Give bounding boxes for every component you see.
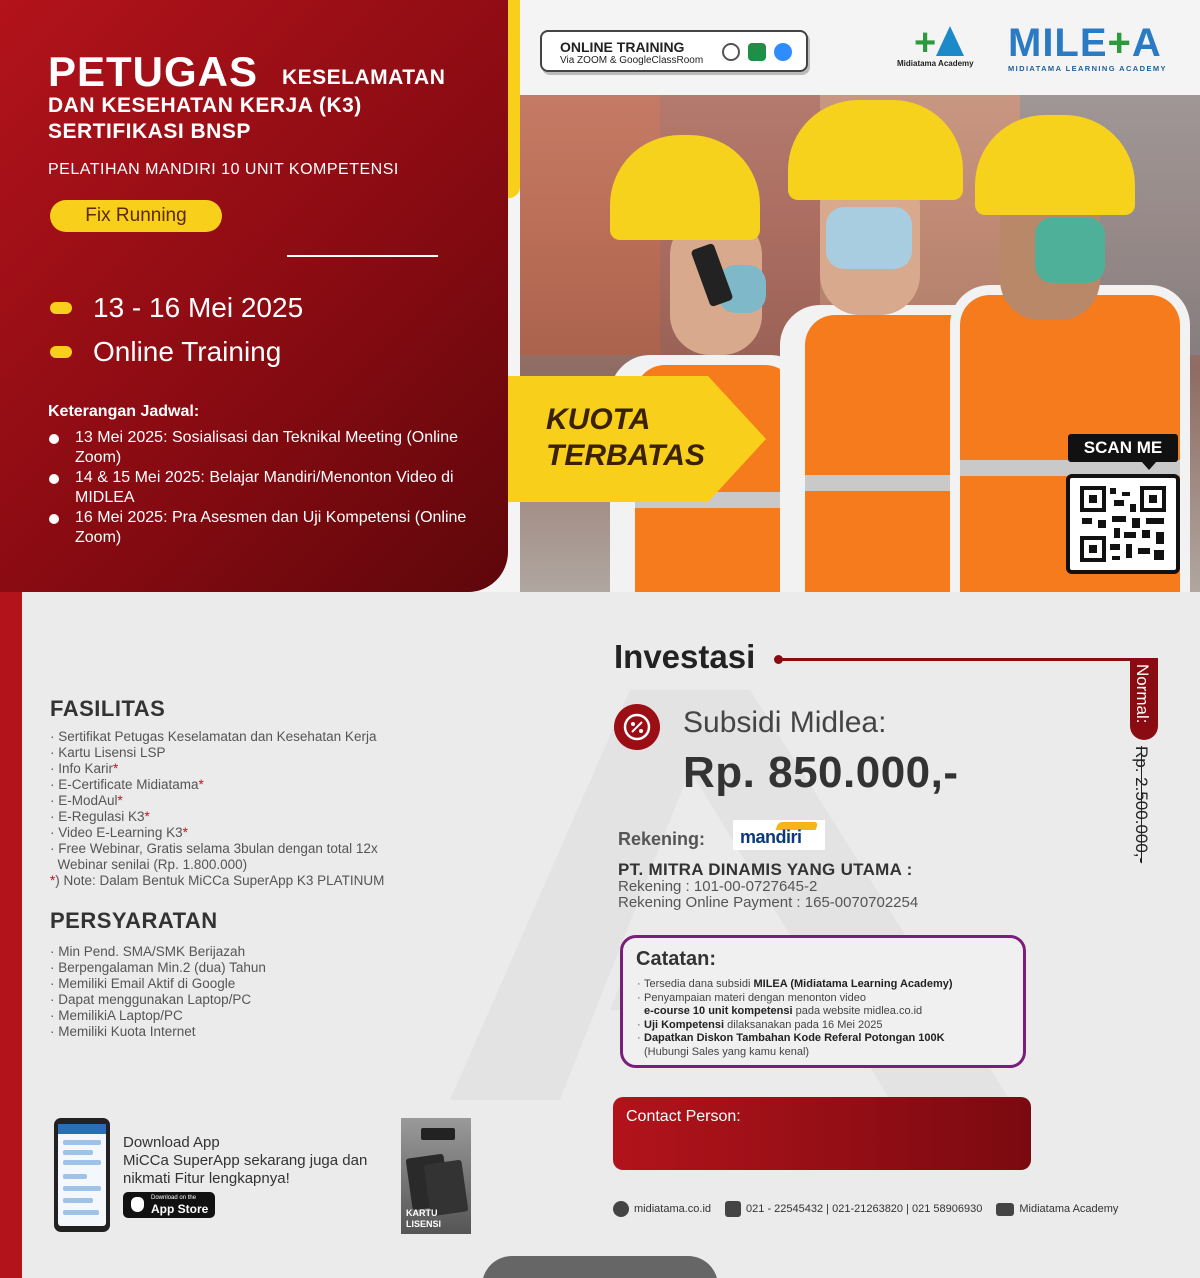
fasilitas-item: · E-Regulasi K3* (50, 809, 150, 824)
youtube-channel[interactable]: Midiatama Academy (1019, 1203, 1119, 1215)
online-badge-title: ONLINE TRAINING (560, 39, 685, 55)
catatan-title: Catatan: (636, 948, 717, 970)
fasilitas-item: Webinar senilai (Rp. 1.800.000) (57, 857, 248, 872)
title-line-2: DAN KESEHATAN KERJA (K3) (48, 94, 362, 117)
apple-icon (131, 1197, 144, 1212)
persyaratan-item: · Berpengalaman Min.2 (dua) Tahun (50, 960, 266, 975)
midiatama-academy-logo (894, 22, 994, 72)
download-title: Download App (123, 1134, 220, 1151)
phone-mockup (54, 1118, 110, 1232)
face-mask (826, 207, 912, 269)
milea-logo-text-end: A (1131, 21, 1162, 65)
app-store-small-text: Download on the (151, 1195, 197, 1201)
scan-arrow-icon (1141, 461, 1157, 470)
persyaratan-item: · Memiliki Email Aktif di Google (50, 976, 236, 991)
discount-tag-icon (614, 704, 660, 750)
fasilitas-item: · E-Certificate Midiatama* (50, 777, 204, 792)
app-store-button[interactable] (123, 1192, 215, 1218)
fasilitas-title: FASILITAS (50, 696, 166, 721)
title-panel (0, 0, 508, 592)
phone-icon (725, 1201, 741, 1217)
rekening-number: Rekening : 101-00-0727645-2 (618, 878, 818, 895)
fasilitas-item: · Kartu Lisensi LSP (50, 745, 166, 760)
milea-logo-text: MILE (1008, 21, 1108, 65)
persyaratan-list (50, 944, 266, 1040)
qr-code[interactable] (1066, 474, 1180, 574)
mode-row (50, 336, 281, 368)
kuota-terbatas-banner (508, 376, 766, 502)
kuota-line-1: KUOTA (546, 403, 651, 436)
phone-numbers: 021 - 22545432 | 021-21263820 | 021 58906930 (746, 1203, 983, 1215)
contact-person-box[interactable] (613, 1097, 1031, 1170)
kuota-line-2: TERBATAS (546, 439, 705, 472)
card-label: KARTU LISENSI (406, 1208, 442, 1229)
schedule-item: 14 & 15 Mei 2025: Belajar Mandiri/Menonton Video di MIDLEA (48, 468, 468, 508)
fasilitas-list (50, 729, 384, 889)
bank-name: mandiri (740, 827, 802, 847)
catatan-list (637, 978, 953, 1059)
catatan-item: · Uji Kompetensi dilaksanakan pada 16 Mei 2025 (637, 1019, 953, 1033)
download-description: MiCCa SuperApp sekarang juga dan nikmati Fitur lengkapnya! (123, 1152, 368, 1187)
normal-price: Rp. 2.500.000,- (1132, 746, 1151, 864)
schedule-title: Keterangan Jadwal: (48, 403, 200, 420)
persyaratan-item: · Dapat menggunakan Laptop/PC (50, 992, 252, 1007)
catatan-item: · Penyampaian materi dengan menonton video (637, 992, 953, 1006)
youtube-icon (996, 1203, 1014, 1216)
title-line-3: SERTIFIKASI BNSP (48, 120, 251, 143)
bank-mandiri-logo (733, 820, 825, 850)
google-classroom-icon (748, 43, 766, 61)
online-training-badge (540, 30, 808, 72)
footer-contacts (613, 1200, 1118, 1218)
persyaratan-item: · Min Pend. SMA/SMK Berijazah (50, 944, 246, 959)
company-name: PT. MITRA DINAMIS YANG UTAMA : (618, 860, 913, 879)
subtitle: PELATIHAN MANDIRI 10 UNIT KOMPETENSI (48, 161, 399, 178)
fasilitas-item: · Video E-Learning K3* (50, 825, 188, 840)
date-row (50, 292, 303, 324)
webcam-icon (722, 43, 740, 61)
globe-icon (613, 1201, 629, 1217)
event-date: 13 - 16 Mei 2025 (93, 292, 304, 323)
fasilitas-item: · Info Karir* (50, 761, 119, 776)
normal-label: Normal: (1133, 664, 1152, 724)
zoom-icon (774, 43, 792, 61)
persyaratan-item: · MemilikiA Laptop/PC (50, 1008, 183, 1023)
catatan-item: · Dapatkan Diskon Tambahan Kode Referal Potongan 100K (637, 1032, 953, 1046)
left-accent-edge (0, 592, 22, 1278)
persyaratan-title: PERSYARATAN (50, 908, 218, 933)
fasilitas-note: *) Note: Dalam Bentuk MiCCa SuperApp K3 PLATINUM (50, 873, 385, 888)
event-mode: Online Training (93, 336, 282, 367)
hard-hat (788, 100, 963, 200)
fasilitas-item: · Free Webinar, Gratis selama 3bulan dengan total 12x (50, 841, 378, 856)
scan-me-label: SCAN ME (1068, 434, 1178, 462)
bullet-pill-icon (50, 346, 72, 358)
qr-code-icon (1070, 478, 1176, 570)
persyaratan-item: · Memiliki Kuota Internet (50, 1024, 196, 1039)
fix-running-badge: Fix Running (50, 200, 222, 232)
milea-logo-subtitle: MIDIATAMA LEARNING ACADEMY (1008, 64, 1167, 73)
triangle-icon (936, 26, 964, 56)
subsidi-label: Subsidi Midlea: (683, 706, 887, 739)
contact-label: Contact Person: (626, 1108, 741, 1125)
catatan-item: · Tersedia dana subsidi MILEA (Midiatama Learning Academy) (637, 978, 953, 992)
title-keselamatan: KESELAMATAN (282, 66, 446, 89)
investasi-title: Investasi (614, 638, 756, 675)
catatan-item: e-course 10 unit kompetensi pada website midlea.co.id (644, 1005, 923, 1017)
schedule-item: 13 Mei 2025: Sosialisasi dan Teknikal Meeting (Online Zoom) (48, 428, 468, 468)
fasilitas-item: · E-ModAul* (50, 793, 123, 808)
fasilitas-item: · Sertifikat Petugas Keselamatan dan Kesehatan Kerja (50, 729, 377, 744)
plus-icon: + (914, 22, 937, 64)
website-link[interactable]: midiatama.co.id (634, 1203, 712, 1215)
app-store-text: App Store (151, 1202, 209, 1216)
subsidi-price: Rp. 850.000,- (683, 748, 959, 797)
schedule-list (48, 428, 468, 548)
rekening-online-number: Rekening Online Payment : 165-0070702254 (618, 894, 919, 911)
face-mask (1035, 217, 1105, 283)
online-badge-subtitle: Via ZOOM & GoogleClassRoom (560, 55, 704, 66)
bottom-tab (482, 1256, 718, 1278)
title-main: PETUGAS (48, 48, 259, 95)
midiatama-logo-text: Midiatama Academy (897, 59, 974, 68)
divider (287, 255, 438, 257)
milea-logo: MILE+A MIDIATAMA LEARNING ACADEMY (1008, 21, 1167, 73)
license-card-image (401, 1118, 471, 1234)
catatan-item: (Hubungi Sales yang kamu kenal) (644, 1045, 810, 1058)
investasi-divider (780, 658, 1130, 661)
rekening-label: Rekening: (618, 829, 706, 849)
normal-price-tab (1130, 658, 1158, 740)
catatan-box (620, 935, 1026, 1068)
schedule-item: 16 Mei 2025: Pra Asesmen dan Uji Kompetensi (Online Zoom) (48, 508, 468, 548)
bullet-pill-icon (50, 302, 72, 314)
